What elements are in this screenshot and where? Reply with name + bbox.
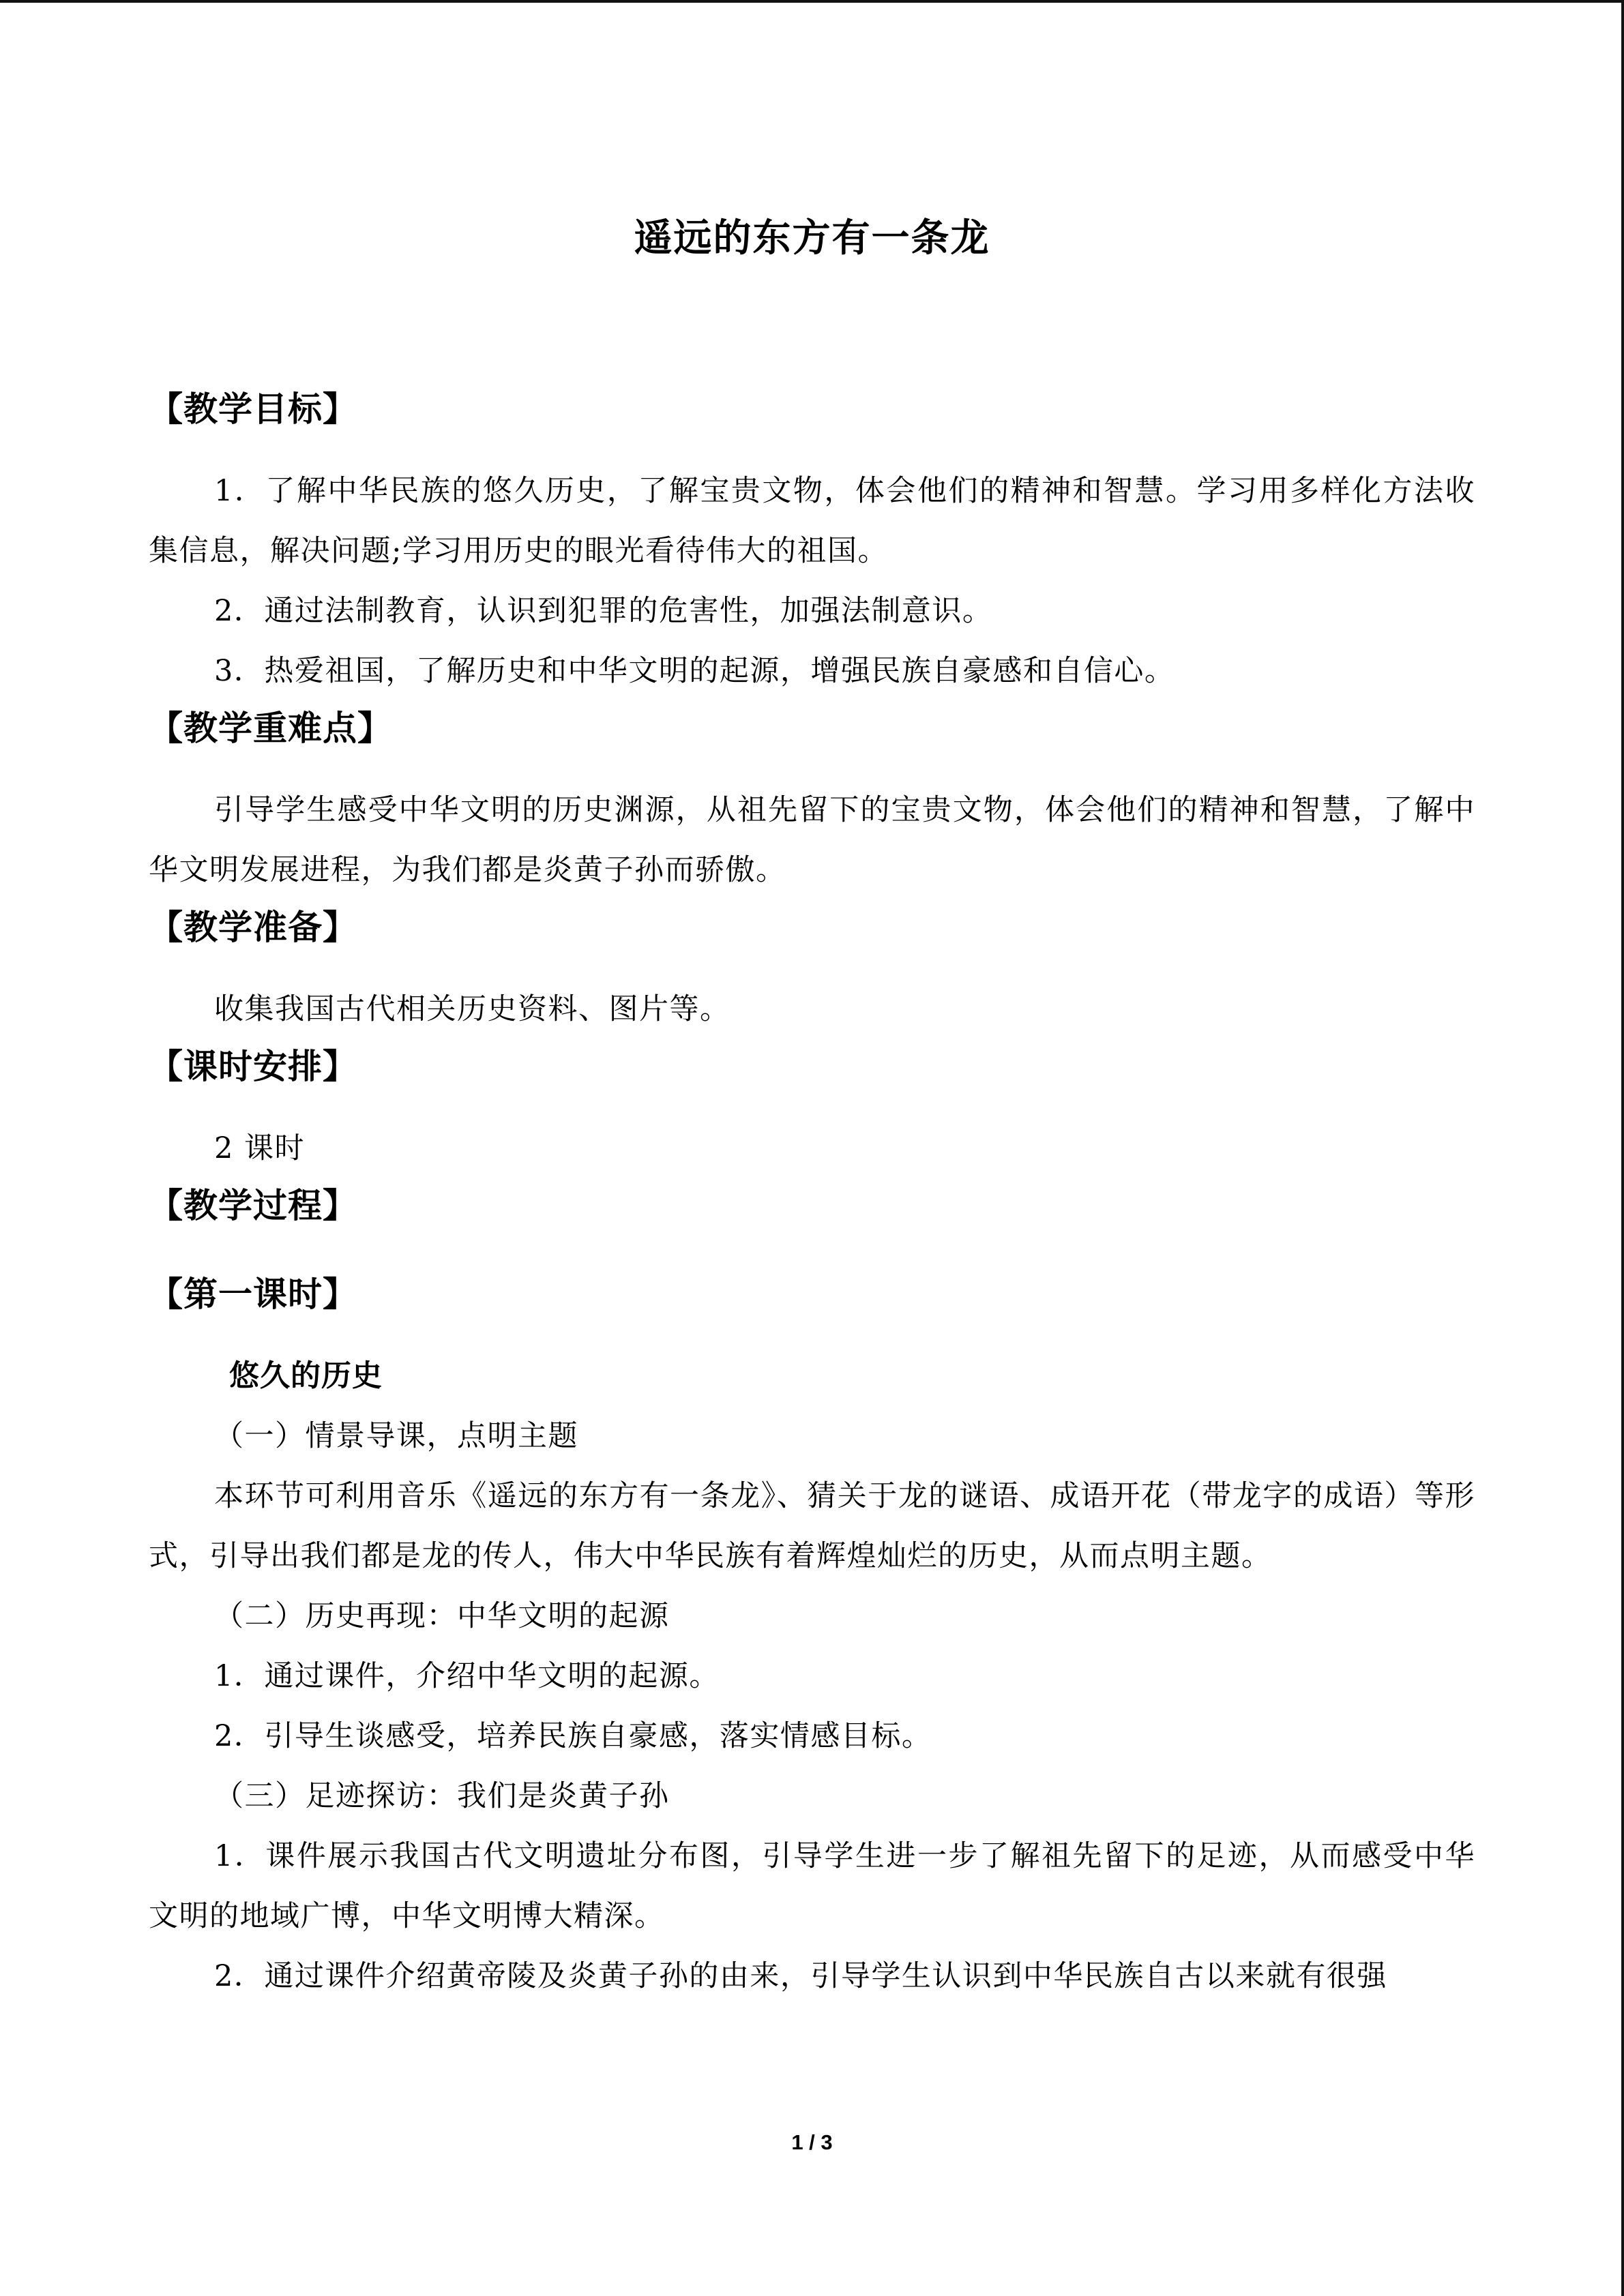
heading-process: 【教学过程】 <box>149 1186 357 1225</box>
spacer <box>149 1322 1475 1346</box>
spacer <box>149 436 1475 461</box>
part3-item-1: 1．课件展示我国古代文明遗址分布图，引导学生进一步了解祖先留下的足迹，从而感受中华文明的地域广博，中华文明博大精深。 <box>149 1839 1475 1933</box>
part1-title: （一）情景导课，点明主题 <box>214 1419 578 1453</box>
heading-key-points: 【教学重难点】 <box>149 709 392 748</box>
objective-item-2: 2．通过法制教育，认识到犯罪的危害性，加强法制意识。 <box>214 594 993 628</box>
lesson-topic: 悠久的历史 <box>229 1358 383 1393</box>
document-title: 遥远的东方有一条龙 <box>634 216 990 260</box>
part3-title: （三）足迹探访：我们是炎黄子孙 <box>214 1779 670 1813</box>
heading-objectives: 【教学目标】 <box>149 389 357 429</box>
heading-preparation: 【教学准备】 <box>149 908 357 947</box>
preparation-text: 收集我国古代相关历史资料、图片等。 <box>214 992 730 1026</box>
document-body <box>149 382 1475 2006</box>
part1-text: 本环节可利用音乐《遥远的东方有一条龙》、猜关于龙的谜语、成语开花（带龙字的成语）等形式，引导出我们都是龙的传人，伟大中华民族有着辉煌灿烂的历史，从而点明主题。 <box>149 1479 1475 1573</box>
spacer <box>149 756 1475 780</box>
part2-item-2: 2．引导生谈感受，培养民族自豪感，落实情感目标。 <box>214 1719 932 1753</box>
spacer <box>149 955 1475 979</box>
key-points-text: 引导学生感受中华文明的历史渊源，从祖先留下的宝贵文物，体会他们的精神和智慧，了解中华文明发展进程，为我们都是炎黄子孙而骄傲。 <box>149 793 1475 887</box>
heading-lesson-one: 【第一课时】 <box>149 1274 357 1314</box>
part2-item-1: 1．通过课件，介绍中华文明的起源。 <box>214 1659 720 1693</box>
objective-item-3: 3．热爱祖国，了解历史和中华文明的起源，增强民族自豪感和自信心。 <box>214 654 1175 688</box>
schedule-text: 2 课时 <box>214 1131 306 1165</box>
part2-title: （二）历史再现：中华文明的起源 <box>214 1599 670 1633</box>
spacer <box>149 1094 1475 1118</box>
spacer <box>149 1233 1475 1267</box>
part3-item-2: 2．通过课件介绍黄帝陵及炎黄子孙的由来，引导学生认识到中华民族自古以来就有很强 <box>214 1959 1387 1993</box>
objective-item-1: 1．了解中华民族的悠久历史，了解宝贵文物，体会他们的精神和智慧。学习用多样化方法收集信息，解决问题;学习用历史的眼光看待伟大的祖国。 <box>149 474 1475 568</box>
page-number: 1 / 3 <box>791 2130 833 2154</box>
heading-schedule: 【课时安排】 <box>149 1047 357 1086</box>
